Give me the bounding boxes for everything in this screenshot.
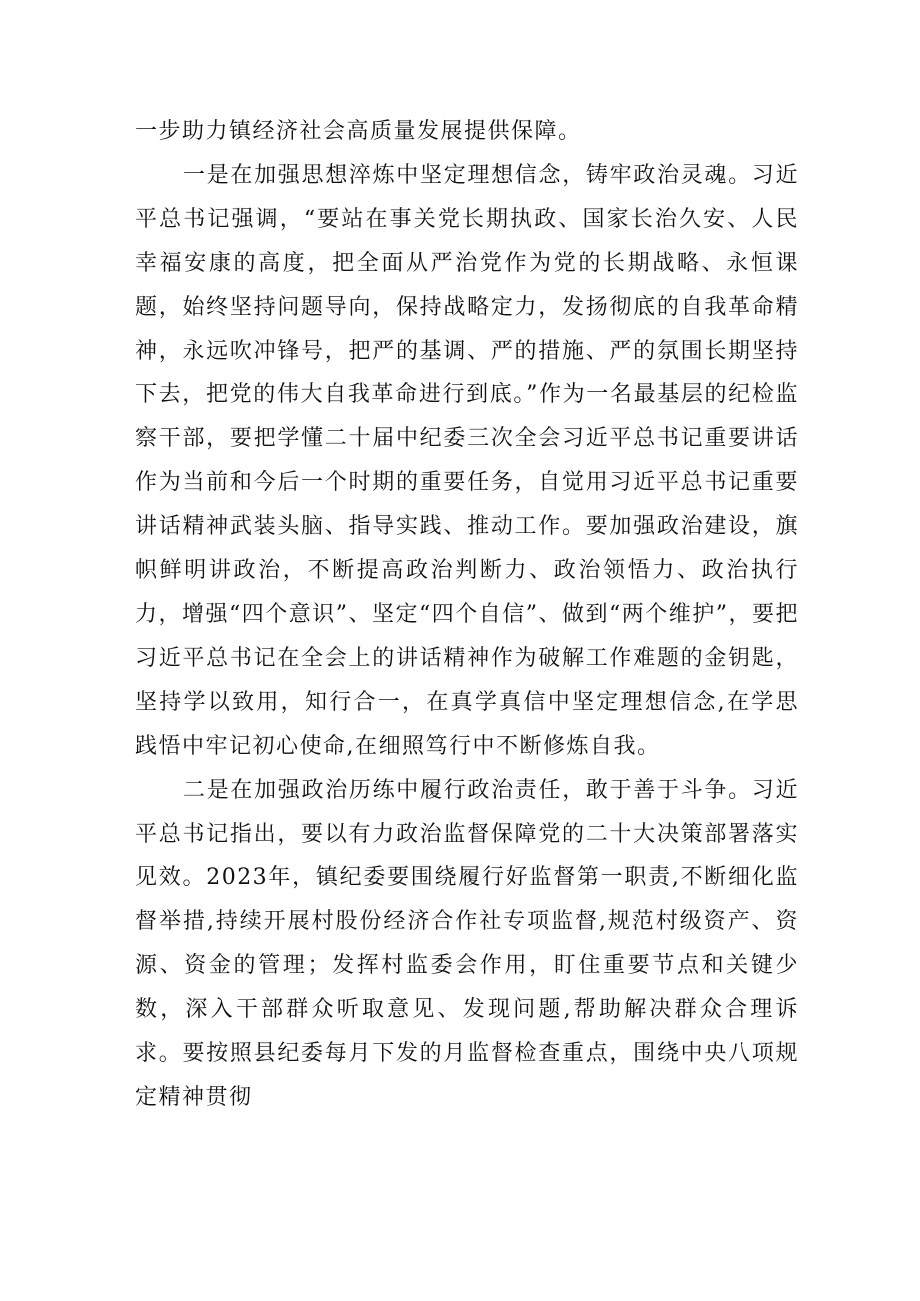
paragraph-section-two: 二是在加强政治历练中履行政治责任，敢于善于斗争。习近平总书记指出，要以有力政治监督保障党的二十大决策部署落实见效。2023年，镇纪委要围绕履行好监督第一职责,不断细化监督举措,持续开展村股份经济合作社专项监督,规范村级资产、资源、资金的管理；发挥村监委会作用，盯住重要节点和关键少数，深入干部群众听取意见、发现问题,帮助解决群众合理诉求。要按照县纪委每月下发的月监督检查重点，围绕中央八项规定精神贯彻 [135,777,799,1110]
paragraph-continuation: 一步助力镇经济社会高质量发展提供保障。 [135,119,582,144]
paragraph-section-one: 一是在加强思想淬炼中坚定理想信念，铸牢政治灵魂。习近平总书记强调，“要站在事关党长期执政、国家长治久安、人民幸福安康的高度，把全面从严治党作为党的长期战略、永恒课题，始终坚持问题导向，保持战略定力，发扬彻底的自我革命精神，永远吹冲锋号，把严的基调、严的措施、严的氛围长期坚持下去，把党的伟大自我革命进行到底。”作为一名最基层的纪检监察干部，要把学懂二十届中纪委三次全会习近平总书记重要讲话作为当前和今后一个时期的重要任务，自觉用习近平总书记重要讲话精神武装头脑、指导实践、推动工作。要加强政治建设，旗帜鲜明讲政治，不断提高政治判断力、政治领悟力、政治执行力，增强“四个意识”、坚定“四个自信”、做到“两个维护”，要把习近平总书记在全会上的讲话精神作为破解工作难题的金钥匙，坚持学以致用，知行合一，在真学真信中坚定理想信念,在学思践悟中牢记初心使命,在细照笃行中不断修炼自我。 [135,162,799,759]
body-text [135,110,799,1120]
